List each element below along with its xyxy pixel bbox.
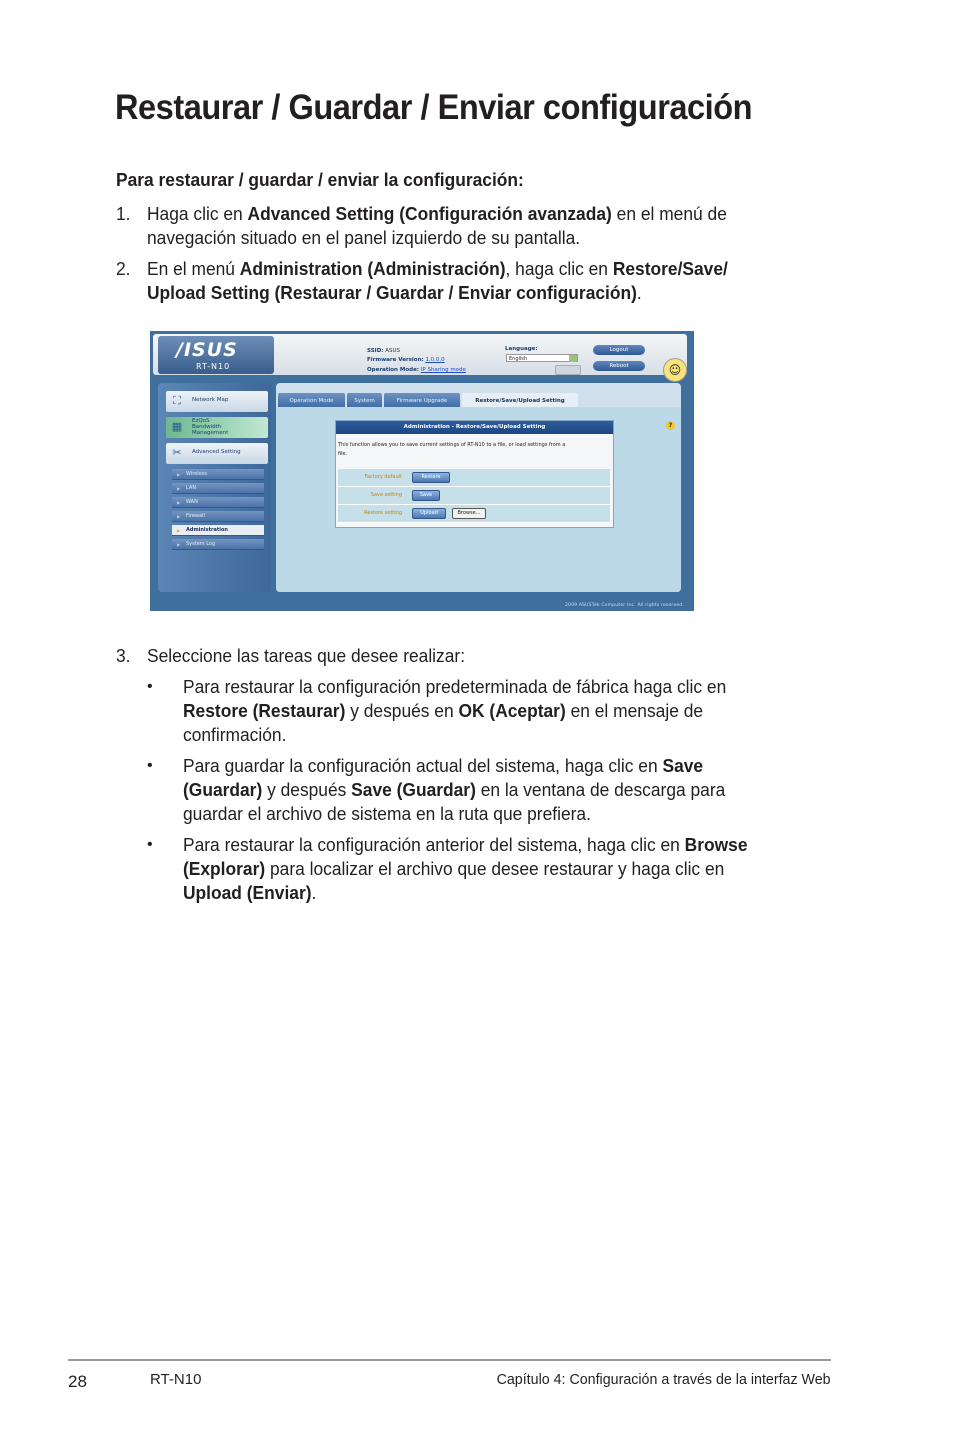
tab-operation-mode[interactable]: Operation Mode (278, 393, 345, 409)
restore-setting-row: Restore setting Upload Browse... (338, 505, 610, 523)
firmware-info: Firmware Version: 1.0.0.0 (367, 357, 445, 363)
restore-save-dialog (335, 420, 614, 528)
step-2-line-2: Upload Setting (Restaurar / Guardar / Enviar configuración). (147, 282, 642, 303)
bullet-3-line-1: Para restaurar la configuración anterior del sistema, haga clic en Browse (183, 834, 748, 855)
language-label: Language: (505, 346, 538, 352)
bullet-2-line-3: guardar el archivo de sistema en la ruta que prefiera. (183, 803, 591, 824)
sidebar-sub-wan[interactable]: ▶ WAN (172, 497, 264, 508)
page-number: 28 (68, 1372, 87, 1391)
tab-firmware-upgrade[interactable]: Firmware Upgrade (384, 393, 460, 409)
router-main-panel (276, 383, 681, 592)
dialog-title: Administration - Restore/Save/Upload Setting (336, 421, 613, 434)
bullet-3-line-2: (Explorar) para localizar el archivo que desee restaurar y haga clic en (183, 858, 725, 879)
bullet-1-line-1: Para restaurar la configuración predeterminada de fábrica haga clic en (183, 676, 727, 697)
footer-divider (68, 1359, 831, 1361)
sidebar-sub-firewall[interactable]: ▶ Firewall (172, 511, 264, 522)
step-2-number: 2. (116, 258, 131, 279)
bullet-2-marker: • (147, 757, 153, 774)
reboot-button[interactable]: Reboot (593, 361, 645, 371)
upload-button[interactable]: Upload (412, 508, 446, 519)
step-3-number: 3. (116, 645, 131, 666)
sidebar-sub-wireless[interactable]: ▶ Wireless (172, 469, 264, 480)
tab-restore-save-upload[interactable]: Restore/Save/Upload Setting (462, 393, 578, 409)
operation-mode-info: Operation Mode: IP Sharing mode (367, 367, 466, 373)
step-1-line-1: Haga clic en Advanced Setting (Configuración avanzada) en el menú de (147, 203, 727, 224)
qos-icon: ▦ (171, 420, 183, 433)
save-button[interactable]: Save (412, 490, 440, 501)
dialog-description: This function allows you to save current settings of RT-N10 to a file, or load settings from a file. (338, 442, 566, 457)
bullet-1-line-3: confirmación. (183, 724, 287, 745)
factory-default-row: Factory default Restore (338, 469, 610, 487)
language-select[interactable]: English (506, 354, 578, 362)
page-title: Restaurar / Guardar / Enviar configuración (115, 88, 753, 127)
language-apply-button[interactable] (555, 365, 581, 375)
bullet-2-line-2: (Guardar) y después Save (Guardar) en la ventana de descarga para (183, 779, 726, 800)
step-3-text: Seleccione las tareas que desee realizar: (147, 645, 466, 666)
bullet-1-line-2: Restore (Restaurar) y después en OK (Aceptar) en el mensaje de (183, 700, 704, 721)
tools-icon: ✂ (172, 446, 182, 459)
browse-button[interactable]: Browse... (452, 508, 486, 519)
bullet-3-marker: • (147, 836, 153, 853)
router-header (153, 334, 687, 375)
sidebar-sub-administration[interactable]: ▶ Administration (172, 525, 264, 536)
bullet-1-marker: • (147, 678, 153, 695)
sidebar-item-network-map[interactable]: ⛶ Network Map (166, 391, 268, 412)
footer-chapter: Capítulo 4: Configuración a través de la interfaz Web (496, 1371, 831, 1388)
router-web-ui-screenshot (150, 331, 694, 611)
sidebar-sub-system-log[interactable]: ▶ System Log (172, 539, 264, 550)
intro-heading: Para restaurar / guardar / enviar la configuración: (116, 169, 524, 190)
step-1-line-2: navegación situado en el panel izquierdo de su pantalla. (147, 227, 581, 248)
network-icon: ⛶ (173, 394, 181, 407)
bullet-3-line-3: Upload (Enviar). (183, 882, 317, 903)
sidebar-item-advanced-setting[interactable]: ✂ Advanced Setting (166, 443, 268, 464)
tab-system[interactable]: System (347, 393, 382, 409)
dropdown-arrow-icon (569, 355, 577, 362)
save-setting-row: Save setting Save (338, 487, 610, 505)
asus-logo: /ISUS (176, 339, 238, 361)
step-2-line-1: En el menú Administration (Administración), haga clic en Restore/Save/ (147, 258, 728, 279)
ssid-info: SSID: ASUS (367, 348, 401, 354)
bullet-2-line-1: Para guardar la configuración actual del sistema, haga clic en Save (183, 755, 704, 776)
logout-button[interactable]: Logout (593, 345, 645, 355)
asus-logo-box (158, 336, 274, 374)
sidebar-item-ezqos[interactable]: ▦ EzQoS Bandwidth Management (166, 417, 268, 438)
step-1-number: 1. (116, 203, 131, 224)
router-sidebar (158, 383, 271, 592)
help-icon[interactable]: ? (666, 421, 675, 430)
restore-button[interactable]: Restore (412, 472, 450, 483)
router-model: RT-N10 (196, 362, 231, 371)
smiley-icon: ☺ (663, 358, 687, 382)
footer-model: RT-N10 (150, 1371, 202, 1388)
copyright-text: 2009 ASUSTek Computer Inc. All rights reserved. (564, 603, 684, 608)
sidebar-sub-lan[interactable]: ▶ LAN (172, 483, 264, 494)
